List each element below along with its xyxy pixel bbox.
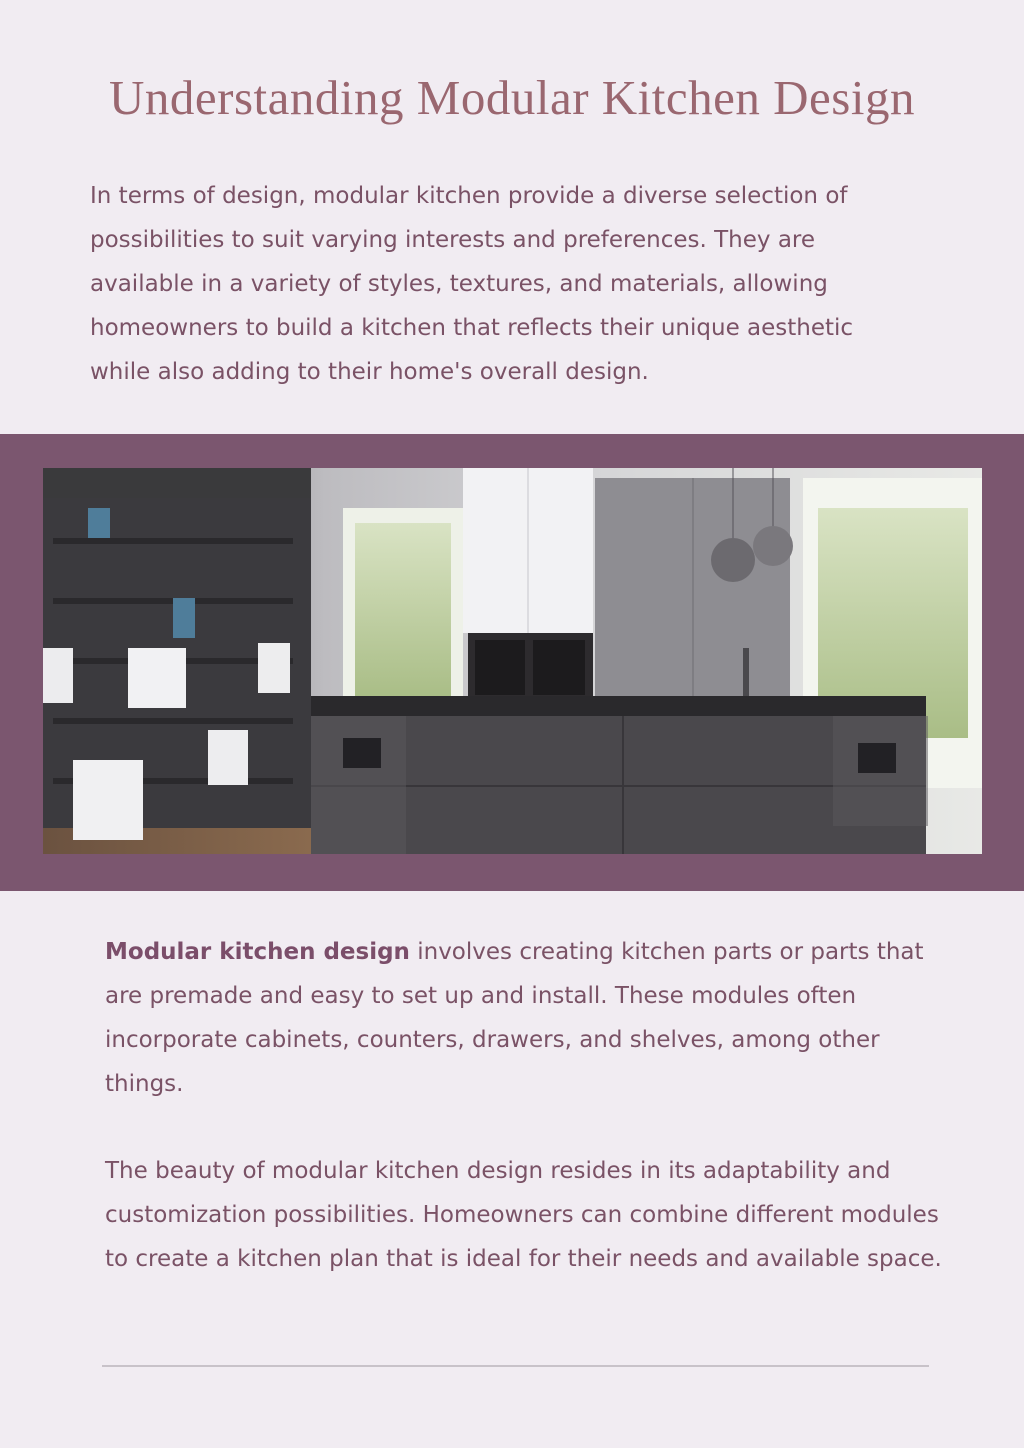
page-title: Understanding Modular Kitchen Design [109, 70, 915, 125]
kitchen-illustration [43, 468, 982, 854]
intro-paragraph: In terms of design, modular kitchen provide a diverse selection of possibilities to suit varying interests and preferences. They are available in a variety of styles, textures, and materials, allowing homeowners to build a kitchen that reflects their unique aesthetic while also adding to their home's overall design. [90, 183, 854, 385]
divider [102, 1365, 929, 1367]
modular-design-text: involves creating kitchen parts or parts that are premade and easy to set up and install. These modules often incorporate cabinets, counters, drawers, and shelves, among other things. [105, 939, 924, 1097]
image-band [0, 434, 1024, 891]
kitchen-photo [43, 468, 982, 854]
beauty-paragraph: The beauty of modular kitchen design resides in its adaptability and customization possibilities. Homeowners can combine different modules to create a kitchen plan that is ideal for their needs and available space. [105, 1158, 942, 1272]
modular-design-bold: Modular kitchen design [105, 939, 410, 965]
modular-design-paragraph [105, 930, 950, 1106]
